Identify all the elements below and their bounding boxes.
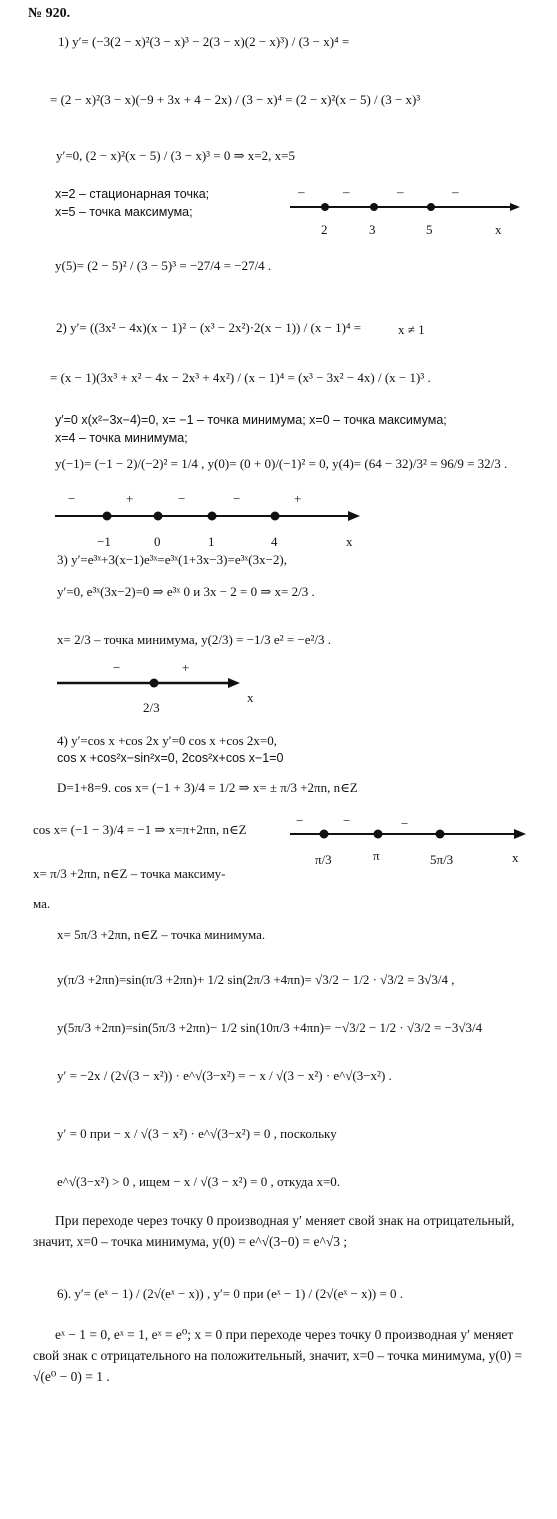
tick-five-pi-third: 5π/3 xyxy=(430,852,454,867)
sign-3: – xyxy=(397,184,404,199)
part2-derivative-line: 2) y′= ((3x² − 4x)(x − 1)² − (x³ − 2x²)·2(x − 1)) / (x − 1)⁴ = xyxy=(56,320,362,335)
tick-0: 0 xyxy=(154,534,161,549)
tick-minus-1: −1 xyxy=(97,534,111,549)
part4-max-line-wrap: ма. xyxy=(33,896,51,911)
part1-derivative-line: 1) y′= (−3(2 − x)²(3 − x)³ − 2(3 − x)(2 − x)³) / (3 − x)⁴ = xyxy=(58,34,350,49)
sign-2: − xyxy=(343,813,351,828)
part1-critical-line: y′=0, (2 − x)²(x − 5) / (3 − x)³ = 0 ⇒ x=2, x=5 xyxy=(56,148,295,163)
tick-3: 3 xyxy=(369,222,376,237)
tick-1: 1 xyxy=(208,534,215,549)
part1-simplify-line: = (2 − x)²(3 − x)(−9 + 3x + 4 − 2x) / (3 − x)⁴ = (2 − x)²(x − 5) / (3 − x)³ xyxy=(50,92,421,107)
part6-conclusion-paragraph: eˣ − 1 = 0, eˣ = 1, eˣ = e⁰; x = 0 при переходе через точку 0 производная y′ меняет свой знак с отрицательного на положительный, значит, x=0 – точка минимума, y(0) = √(e⁰ − 0) = 1 . xyxy=(33,1327,523,1384)
point-pi-third xyxy=(320,830,329,839)
axis-label: x xyxy=(247,690,254,705)
part1-max-text: x=5 – точка максимума; xyxy=(55,205,193,219)
tick-5: 5 xyxy=(426,222,433,237)
axis-arrow xyxy=(514,829,526,839)
tick-2: 2 xyxy=(321,222,328,237)
axis-label: x xyxy=(346,534,353,549)
part4-value-max-line: y(π/3 +2πn)=sin(π/3 +2πn)+ 1/2 sin(2π/3 +4πn)= √3/2 − 1/2 · √3/2 = 3√3/4 , xyxy=(57,972,455,987)
part5-zero-line: y′ = 0 при − x / √(3 − x²) · e^√(3−x²) = 0 , поскольку xyxy=(57,1126,337,1141)
part1-value-line: y(5)= (2 − 5)² / (3 − 5)³ = −27/4 = −27/4 . xyxy=(55,258,272,273)
sign-4: – xyxy=(452,184,459,199)
part2-values-line: y(−1)= (−1 − 2)/(−2)² = 1/4 , y(0)= (0 + 0)/(−1)² = 0, y(4)= (64 − 32)/3² = 96/9 = 32/3 . xyxy=(55,456,508,471)
tick-pi: π xyxy=(373,848,380,863)
point-pi xyxy=(374,830,383,839)
sign-1: − xyxy=(68,491,76,506)
part1-stationary-text: x=2 – стационарная точка; xyxy=(55,187,210,201)
part4-second-root-line: cos x= (−1 − 3)/4 = −1 ⇒ x=π+2πn, n∈Z xyxy=(33,822,247,837)
part3-critical-line: y′=0, e³ˣ(3x−2)=0 ⇒ e³ˣ 0 и 3x − 2 = 0 ⇒ x= 2/3 . xyxy=(57,584,315,599)
sign-3: − xyxy=(178,491,186,506)
part5-positive-line: e^√(3−x²) > 0 , ищем − x / √(3 − x²) = 0 , откуда x=0. xyxy=(57,1174,341,1189)
part4-equation-line: cos x +cos²x−sin²x=0, 2cos²x+cos x−1=0 xyxy=(57,751,284,765)
sign-1: − xyxy=(113,660,121,675)
part5-conclusion-paragraph: При переходе через точку 0 производная y′ меняет свой знак на отрицательный, значит, x=0 – точка минимума, y(0) = e^√(3−0) = e^√3 ; xyxy=(33,1213,515,1249)
part4-value-min-line: y(5π/3 +2πn)=sin(5π/3 +2πn)− 1/2 sin(10π/3 +4πn)= −√3/2 − 1/2 · √3/2 = −3√3/4 xyxy=(57,1020,483,1035)
part3-min-line: x= 2/3 – точка минимума, y(2/3) = −1/3 e² = −e²/3 . xyxy=(57,632,332,647)
part4-discriminant-line: D=1+8=9. cos x= (−1 + 3)/4 = 1/2 ⇒ x= ± π/3 +2πn, n∈Z xyxy=(57,780,358,795)
part3-derivative-line: 3) y′=e³ˣ+3(x−1)e³ˣ=e³ˣ(1+3x−3)=e³ˣ(3x−2), xyxy=(57,552,288,567)
part4-max-line: x= π/3 +2πn, n∈Z – точка максиму- xyxy=(33,866,226,881)
part6-derivative-line: 6). y′= (eˣ − 1) / (2√(eˣ − x)) , y′= 0 при (eˣ − 1) / (2√(eˣ − x)) = 0 . xyxy=(57,1286,404,1301)
sign-2: + xyxy=(182,660,190,675)
sign-2: – xyxy=(343,184,350,199)
sign-1: – xyxy=(298,184,305,199)
sign-5: + xyxy=(294,491,302,506)
part2-condition: x ≠ 1 xyxy=(398,322,425,337)
part4-derivative-line: 4) y′=cos x +cos 2x y′=0 cos x +cos 2x=0, xyxy=(57,733,277,748)
part5-derivative-line: y′ = −2x / (2√(3 − x²)) · e^√(3−x²) = − x / √(3 − x²) · e^√(3−x²) . xyxy=(57,1068,392,1083)
sign-4: − xyxy=(233,491,241,506)
point-five-pi-third xyxy=(436,830,445,839)
sign-2: + xyxy=(126,491,134,506)
sign-3: − xyxy=(401,816,409,831)
part2-min-text: x=4 – точка минимума; xyxy=(55,431,188,445)
tick-pi-third: π/3 xyxy=(315,852,332,867)
axis-label: x xyxy=(512,850,519,865)
part4-min-line: x= 5π/3 +2πn, n∈Z – точка минимума. xyxy=(57,927,266,942)
part2-simplify-line: = (x − 1)(3x³ + x² − 4x − 2x³ + 4x²) / (x − 1)⁴ = (x³ − 3x² − 4x) / (x − 1)³ . xyxy=(50,370,431,385)
axis-label: x xyxy=(495,222,502,237)
problem-number: № 920. xyxy=(28,6,71,21)
sign-1: − xyxy=(296,813,304,828)
tick-4: 4 xyxy=(271,534,278,549)
part2-critical-line: y′=0 x(x²−3x−4)=0, x= −1 – точка минимума; x=0 – точка максимума; xyxy=(55,413,447,427)
tick-two-thirds: 2/3 xyxy=(143,700,160,715)
